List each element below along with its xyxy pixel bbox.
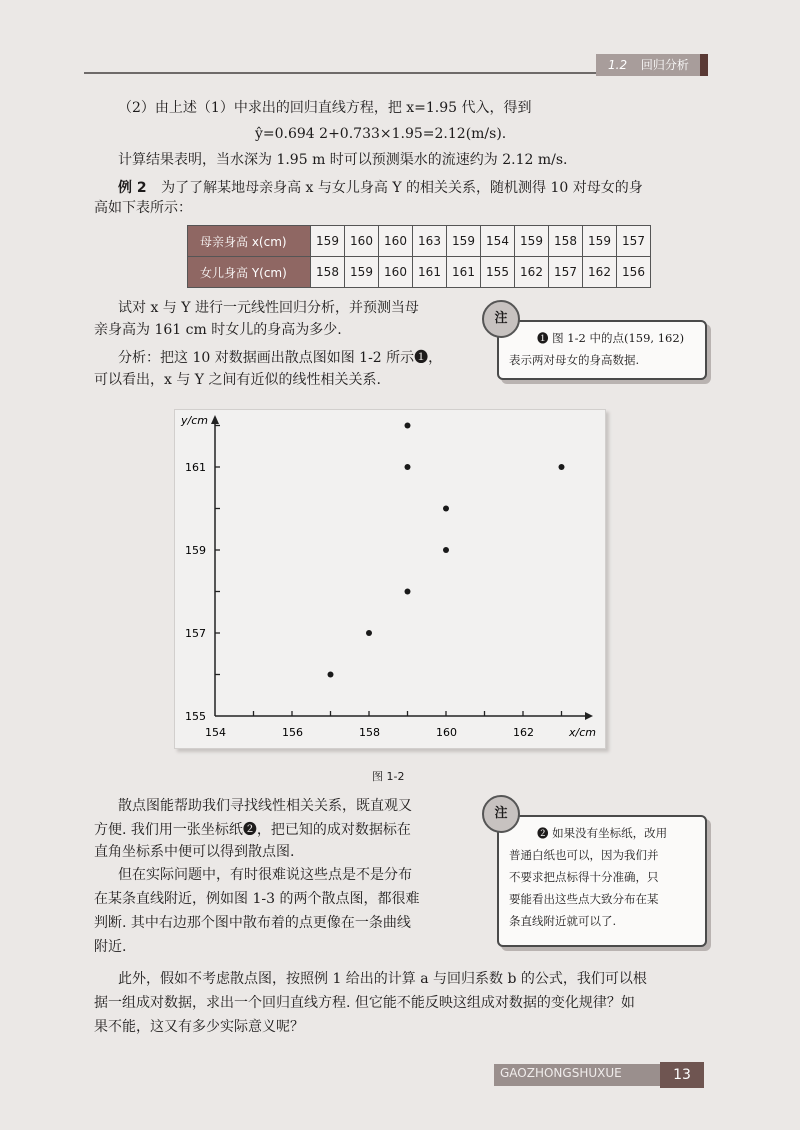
note-2-line-1: ❷ 如果没有坐标纸，改用: [537, 826, 668, 840]
header-end-block: [700, 54, 708, 76]
example-2-line-1: [118, 177, 643, 199]
note-box-1: [497, 320, 707, 380]
paragraph-7-line-2: 据一组成对数据，求出一个回归直线方程. 但它能不能反映这组成对数据的变化规律？如: [94, 995, 635, 1011]
table-cell: 157: [617, 226, 651, 257]
y-axis-label: y/cm: [181, 414, 208, 427]
table-cell: 163: [413, 226, 447, 257]
figure-caption: 图 1-2: [372, 770, 405, 783]
paragraph-6-line-4: 附近.: [94, 939, 127, 955]
table-cell: 162: [583, 257, 617, 288]
y-tick-label: 161: [185, 461, 206, 474]
paragraph-4-line-1: 分析：把这 10 对数据画出散点图如图 1-2 所示❶，: [118, 350, 443, 366]
footer-series-title: GAOZHONGSHUXUE: [500, 1066, 622, 1080]
note-box-2: [497, 815, 707, 947]
table-cell: 162: [515, 257, 549, 288]
data-points: [328, 423, 565, 678]
example-2-text: 为了了解某地母亲身高 x 与女儿身高 Y 的相关关系，随机测得 10 对母女的身: [161, 180, 643, 196]
paragraph-5-line-3: 直角坐标系中便可以得到散点图.: [94, 844, 295, 860]
tick-marks: [215, 426, 562, 717]
data-point: [366, 630, 372, 636]
note-2-line-4: 要能看出这些点大致分布在某: [509, 892, 659, 906]
table-cell: 159: [447, 226, 481, 257]
paragraph-3-line-1: 试对 x 与 Y 进行一元线性回归分析，并预测当母: [118, 300, 419, 316]
note-1-line-2: 表示两对母女的身高数据.: [509, 353, 640, 367]
table-row-daughter: [188, 257, 651, 288]
table-cell: 156: [617, 257, 651, 288]
x-tick-label: 160: [436, 726, 457, 739]
table-cell: 160: [379, 257, 413, 288]
table-cell: 159: [345, 257, 379, 288]
row-label-mother: 母亲身高 x(cm): [188, 226, 311, 257]
x-tick-label: 158: [359, 726, 380, 739]
data-point: [405, 423, 411, 429]
note-2-badge: 注: [482, 795, 520, 833]
paragraph-7-line-1: 此外，假如不考虑散点图，按照例 1 给出的计算 a 与回归系数 b 的公式，我们可以根: [118, 971, 647, 987]
note-1-badge: 注: [482, 300, 520, 338]
data-point: [405, 589, 411, 595]
paragraph-5-line-2: 方便. 我们用一张坐标纸❷，把已知的成对数据标在: [94, 822, 411, 838]
note-2-line-3: 不要求把点标得十分准确，只: [509, 870, 659, 884]
section-header: [596, 54, 700, 76]
y-tick-label: 157: [185, 627, 206, 640]
formula: ŷ=0.694 2+0.733×1.95=2.12(m/s).: [255, 126, 507, 142]
table-cell: 155: [481, 257, 515, 288]
y-tick-label: 159: [185, 544, 206, 557]
chart-frame: [174, 409, 606, 749]
table-cell: 158: [549, 226, 583, 257]
section-title: 回归分析: [640, 58, 689, 72]
tick-labels: [185, 461, 534, 739]
data-point: [443, 506, 449, 512]
paragraph-5-line-1: 散点图能帮助我们寻找线性相关关系，既直观又: [118, 798, 412, 814]
page-number: 13: [660, 1062, 704, 1088]
table-cell: 159: [583, 226, 617, 257]
scatter-plot: [175, 410, 605, 748]
paragraph-6-line-2: 在某条直线附近，例如图 1-3 的两个散点图，都很难: [94, 891, 420, 907]
example-2-label: 例 2: [118, 180, 147, 196]
x-tick-label: 154: [205, 726, 226, 739]
note-2-line-5: 条直线附近就可以了.: [509, 914, 617, 928]
table-cell: 160: [379, 226, 413, 257]
note-2-line-2: 普通白纸也可以，因为我们并: [509, 848, 659, 862]
paragraph-6-line-1: 但在实际问题中，有时很难说这些点是不是分布: [118, 867, 412, 883]
paragraph-7-line-3: 果不能，这又有多少实际意义呢？: [94, 1019, 304, 1035]
data-point: [405, 464, 411, 470]
x-tick-label: 156: [282, 726, 303, 739]
paragraph-1-line-1: （2）由上述（1）中求出的回归直线方程，把 x=1.95 代入，得到: [118, 100, 532, 116]
x-axis-label: x/cm: [569, 726, 596, 739]
table-cell: 161: [413, 257, 447, 288]
table-cell: 154: [481, 226, 515, 257]
table-cell: 159: [515, 226, 549, 257]
table-cell: 161: [447, 257, 481, 288]
paragraph-4-line-2: 可以看出，x 与 Y 之间有近似的线性相关关系.: [94, 372, 381, 388]
row-label-daughter: 女儿身高 Y(cm): [188, 257, 311, 288]
section-number: 1.2: [608, 58, 628, 72]
height-table: [187, 225, 651, 288]
example-2-line-2: 高如下表所示：: [94, 200, 192, 216]
data-point: [559, 464, 565, 470]
paragraph-6-line-3: 判断. 其中右边那个图中散布着的点更像在一条曲线: [94, 915, 411, 931]
paragraph-2: 计算结果表明，当水深为 1.95 m 时可以预测渠水的流速约为 2.12 m/s.: [118, 152, 568, 168]
table-cell: 158: [311, 257, 345, 288]
y-tick-label: 155: [185, 710, 206, 723]
x-axis-arrow: [585, 712, 593, 720]
table-cell: 157: [549, 257, 583, 288]
table-cell: 159: [311, 226, 345, 257]
y-axis-arrow: [211, 415, 219, 424]
paragraph-3-line-2: 亲身高为 161 cm 时女儿的身高为多少.: [94, 322, 342, 338]
data-point: [443, 547, 449, 553]
table-row-mother: [188, 226, 651, 257]
data-point: [328, 672, 334, 678]
table-cell: 160: [345, 226, 379, 257]
note-1-line-1: ❶ 图 1-2 中的点(159, 162): [537, 331, 685, 345]
x-tick-label: 162: [513, 726, 534, 739]
